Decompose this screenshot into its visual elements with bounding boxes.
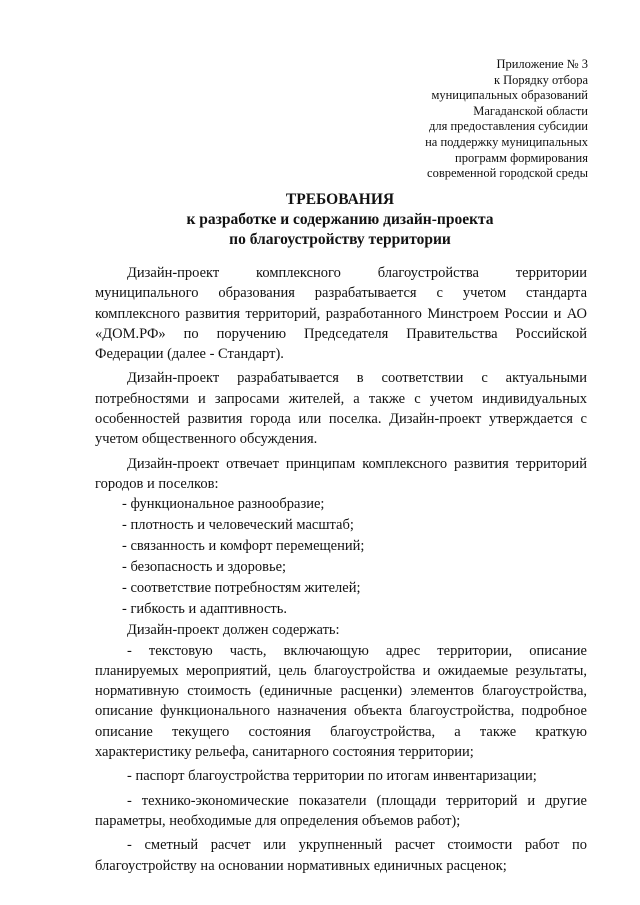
appendix-line: для предоставления субсидии (428, 119, 588, 134)
paragraph-contents-intro: Дизайн-проект должен содержать: (127, 622, 340, 639)
appendix-line: на поддержку муниципальных (425, 134, 588, 149)
contents-item: - сметный расчет или укрупненный расчет стоимости работ по благоустройству на основании нормативных единичных расценок; (95, 837, 587, 874)
document-body (95, 263, 587, 876)
principle-item: - плотность и человеческий масштаб; (122, 517, 354, 534)
paragraph-principles-intro: Дизайн-проект отвечает принципам комплексного развития территорий городов и поселков: (95, 455, 587, 492)
contents-item: - паспорт благоустройства территории по итогам инвентаризации; (127, 768, 537, 785)
principle-item: - безопасность и здоровье; (122, 559, 287, 576)
appendix-line: программ формирования (455, 150, 588, 165)
paragraph-development: Дизайн-проект разрабатывается в соответствии с актуальными потребностями и запросами жителей, а также с учетом индивидуальных особенностей развития города или поселка. Дизайн-проект утверждается с учетом общественного обсуждения. (95, 370, 587, 448)
appendix-line: Магаданской области (473, 103, 588, 118)
appendix-line: муниципальных образований (431, 88, 588, 103)
document-title (0, 190, 640, 250)
title-heading: ТРЕБОВАНИЯ (285, 191, 395, 208)
principle-item: - гибкость и адаптивность. (122, 601, 287, 618)
appendix-line: Приложение № 3 (496, 57, 588, 71)
appendix-line: к Порядку отбора (493, 72, 588, 87)
principle-item: - связанность и комфорт перемещений; (122, 538, 365, 555)
principle-item: - функциональное разнообразие; (122, 496, 325, 513)
principle-item: - соответствие потребностям жителей; (122, 580, 361, 597)
contents-item: - технико-экономические показатели (площади территорий и другие параметры, необходимые для определения объемов работ); (95, 792, 587, 829)
title-subtitle-line: к разработке и содержанию дизайн-проекта (186, 211, 494, 228)
title-subtitle-line: по благоустройству территории (229, 231, 451, 248)
appendix-line: современной городской среды (427, 166, 588, 181)
paragraph-standard: Дизайн-проект комплексного благоустройства территории муниципального образования разрабатывается с учетом стандарта комплексного развития территорий, разработанного Минстроем России и АО «ДОМ.РФ» по поручению Председателя Правительства Российской Федерации (далее - Стандарт). (95, 265, 587, 363)
contents-item: - текстовую часть, включающую адрес территории, описание планируемых мероприятий, цель благоустройства и ожидаемые результаты, нормативную стоимость (единичные расценки) элементов благоустройства, описание функционального назначения объекта благоустройства, подробное описание текущего состояния благоустройства, а также краткую характеристику рельефа, санитарного состояния территории; (95, 642, 587, 761)
appendix-header (368, 57, 588, 182)
